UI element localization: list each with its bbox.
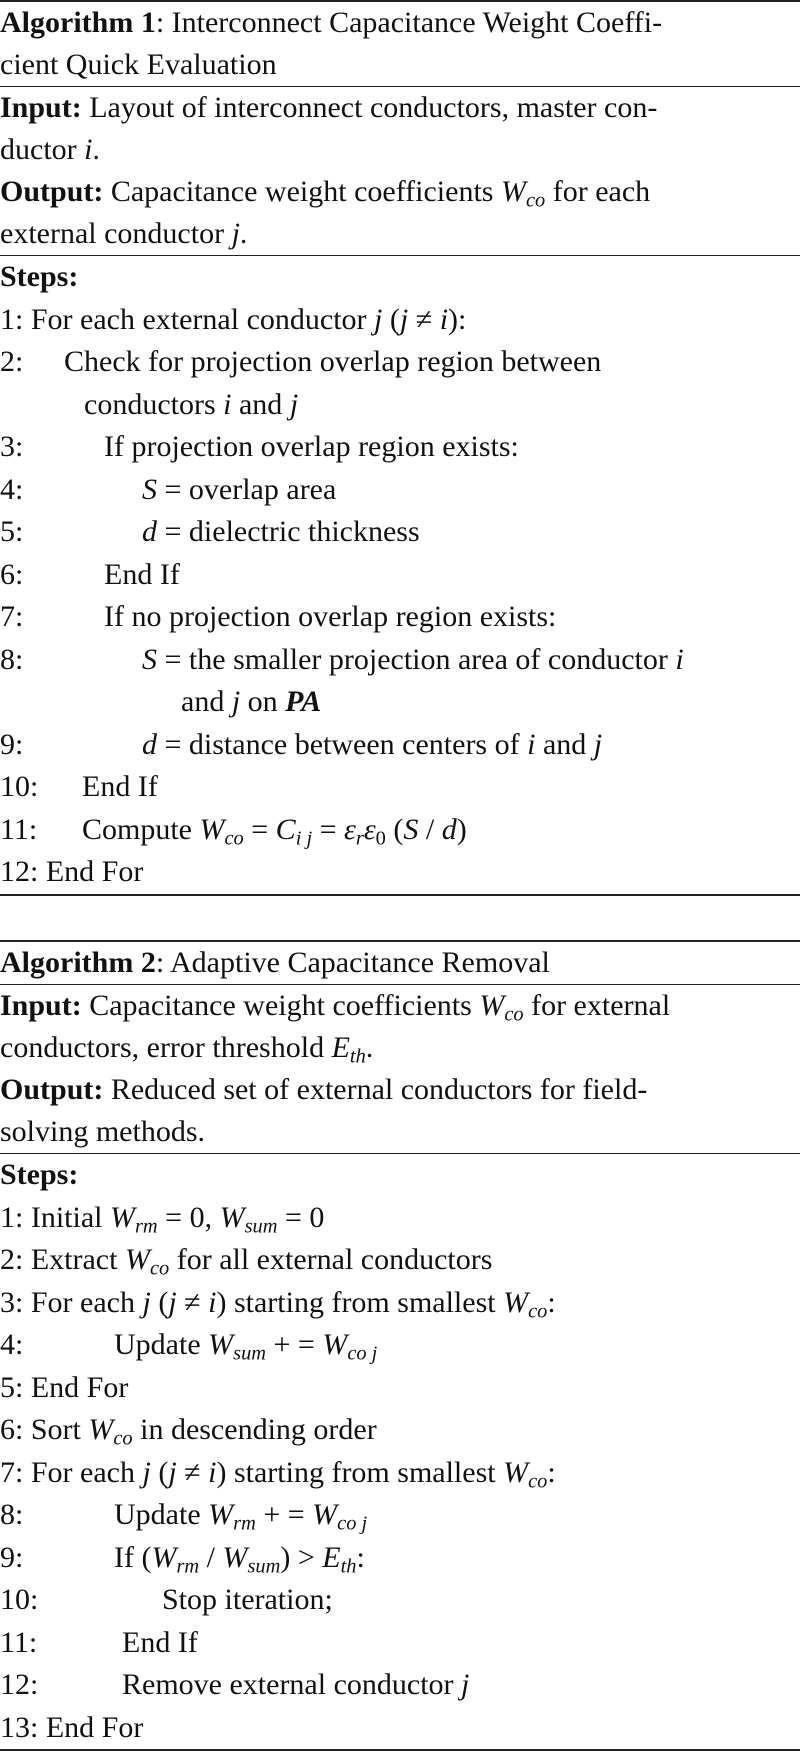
step-text: Initial bbox=[30, 1200, 110, 1234]
step-line bbox=[0, 1579, 800, 1622]
sub-coj: co j bbox=[337, 1512, 368, 1535]
algorithm-1-label: Algorithm 1 bbox=[0, 6, 156, 39]
step-text: = dielectric thickness bbox=[157, 515, 420, 548]
period: . bbox=[365, 1031, 374, 1064]
step-number: 4: bbox=[0, 472, 24, 506]
step-number: 8: bbox=[0, 642, 24, 676]
step-text: If ( bbox=[114, 1540, 152, 1574]
sub-th: th bbox=[349, 1045, 366, 1068]
output-text: Capacitance weight coefficients bbox=[110, 175, 501, 208]
neq: ≠ bbox=[176, 1285, 209, 1319]
input-text: Layout of interconnect conductors, master con- bbox=[89, 91, 658, 124]
var-j: j bbox=[231, 217, 240, 250]
step-text: End For bbox=[45, 1710, 144, 1744]
gt: ) > bbox=[280, 1540, 323, 1574]
step-number: 7: bbox=[0, 1455, 24, 1489]
sub-sum: sum bbox=[247, 1555, 281, 1578]
var: d bbox=[142, 515, 157, 548]
step-text: in descending order bbox=[132, 1413, 377, 1446]
step-text: End For bbox=[30, 1370, 129, 1404]
algorithm-2-label: Algorithm 2 bbox=[0, 946, 156, 979]
step-text: ( bbox=[382, 302, 400, 336]
steps-label: Steps: bbox=[0, 1158, 79, 1191]
algorithm-1-title-cont: cient Quick Evaluation bbox=[0, 48, 277, 81]
step-text: and bbox=[181, 685, 232, 718]
var-W: W bbox=[208, 1498, 234, 1531]
input-text-2: ductor bbox=[0, 133, 85, 166]
output-text: Reduced set of external conductors for field- bbox=[110, 1073, 648, 1106]
algorithm-2-steps bbox=[0, 1154, 800, 1749]
step-number: 10: bbox=[0, 1583, 39, 1616]
step-number: 3: bbox=[0, 1285, 24, 1319]
period: . bbox=[92, 133, 100, 166]
step-number: 9: bbox=[0, 727, 24, 761]
step-text: Stop iteration; bbox=[162, 1583, 333, 1616]
step-number: 3: bbox=[0, 430, 24, 463]
input-text-b: for external bbox=[523, 989, 671, 1022]
plus-eq: + = bbox=[255, 1498, 313, 1531]
step-text: For each bbox=[30, 1455, 143, 1489]
input-label: Input: bbox=[0, 989, 82, 1022]
step-number: 11: bbox=[0, 1625, 38, 1659]
step-line bbox=[0, 469, 800, 512]
sub-co: co bbox=[113, 1427, 133, 1450]
step-text: End If bbox=[104, 557, 180, 591]
sub-rm: rm bbox=[176, 1555, 200, 1578]
var-E: E bbox=[331, 1031, 350, 1064]
step-text: conductors bbox=[84, 387, 224, 421]
var: j bbox=[289, 387, 299, 421]
step-line bbox=[0, 1239, 800, 1282]
step-line: 3: For each j (j ≠ i) starting from smallest $W_{co}$: bbox=[0, 1285, 556, 1323]
algorithm-1-io bbox=[0, 87, 800, 255]
var: S bbox=[142, 472, 157, 506]
step-number: 13: bbox=[0, 1710, 39, 1744]
var: i bbox=[223, 387, 232, 421]
step-text: End If bbox=[122, 1625, 198, 1659]
var-W: W bbox=[199, 812, 225, 846]
step-text: = the smaller projection area of conductor bbox=[157, 642, 676, 676]
step-line: 7: For each j (j ≠ i) starting from smallest $W_{co}$: bbox=[0, 1455, 556, 1493]
step-line bbox=[0, 1707, 800, 1750]
eq: = bbox=[243, 812, 276, 846]
step-number: 9: bbox=[0, 1540, 24, 1574]
step-text: and bbox=[535, 727, 594, 761]
slash: / bbox=[418, 812, 442, 846]
eq: = bbox=[157, 1200, 190, 1234]
var-i: i bbox=[208, 1285, 217, 1319]
var-C: C bbox=[275, 812, 296, 846]
var-W: W bbox=[503, 1285, 529, 1319]
step-line bbox=[0, 299, 800, 342]
step-line bbox=[0, 851, 800, 894]
step-text: starting from smallest bbox=[226, 1285, 504, 1319]
var-d: d bbox=[441, 812, 457, 846]
epsilon: ε bbox=[363, 812, 376, 846]
step-line bbox=[0, 511, 800, 554]
step-text: = distance between centers of bbox=[157, 727, 528, 761]
sub-sum: sum bbox=[233, 1342, 266, 1365]
epsilon: ε bbox=[344, 812, 356, 846]
var: j bbox=[374, 302, 383, 336]
var: S bbox=[142, 642, 157, 676]
plus-eq: + = bbox=[266, 1328, 323, 1361]
colon: : bbox=[547, 1285, 556, 1319]
var: d bbox=[142, 727, 157, 761]
step-number: 7: bbox=[0, 600, 24, 633]
step-text: Check for projection overlap region between bbox=[64, 345, 602, 378]
var-j: j bbox=[142, 1285, 151, 1319]
step-number: 5: bbox=[0, 1370, 24, 1404]
step-number: 11: bbox=[0, 812, 38, 846]
step-text: Update bbox=[114, 1328, 209, 1361]
step-text: Compute bbox=[82, 812, 200, 846]
step-text: Update bbox=[114, 1498, 209, 1531]
output-label: Output: bbox=[0, 1073, 104, 1106]
step-text: = overlap area bbox=[157, 472, 337, 506]
zero: 0 bbox=[309, 1200, 325, 1234]
var-W: W bbox=[222, 1540, 248, 1574]
step-text: starting from smallest bbox=[226, 1455, 504, 1489]
sub-0: 0 bbox=[375, 827, 386, 850]
var-S: S bbox=[403, 812, 419, 846]
step-number: 6: bbox=[0, 1413, 24, 1446]
input-text-2: conductors, error threshold bbox=[0, 1031, 332, 1064]
algorithm-2-title bbox=[0, 942, 800, 984]
output-text-2: solving methods. bbox=[0, 1115, 206, 1148]
step-line bbox=[0, 681, 800, 724]
step-text: For each bbox=[30, 1285, 143, 1319]
algorithm-2 bbox=[0, 940, 800, 1751]
sub-th: th bbox=[340, 1555, 357, 1578]
sub-co: co bbox=[504, 1003, 524, 1026]
eq: = bbox=[312, 812, 345, 846]
algorithm-1-title bbox=[0, 2, 800, 86]
var-W: W bbox=[219, 1200, 245, 1234]
var-W: W bbox=[479, 989, 505, 1022]
var: i bbox=[527, 727, 536, 761]
var-j: j bbox=[168, 1455, 177, 1489]
step-number: 5: bbox=[0, 515, 24, 548]
colon: : bbox=[356, 1540, 365, 1574]
step-number: 1: bbox=[0, 302, 24, 336]
neq-symbol: ≠ bbox=[408, 302, 440, 336]
var-W: W bbox=[110, 1200, 135, 1234]
var-W: W bbox=[503, 1455, 529, 1489]
var-j: j bbox=[142, 1455, 151, 1489]
step-text: If projection overlap region exists: bbox=[104, 430, 519, 463]
step-text: If no projection overlap region exists: bbox=[104, 600, 557, 633]
algorithm-2-title-text: : Adaptive Capacitance Removal bbox=[155, 946, 550, 979]
sub-co: co bbox=[149, 1257, 170, 1280]
var-W: W bbox=[312, 1498, 338, 1531]
step-line bbox=[0, 766, 800, 809]
var-j: j bbox=[461, 1668, 470, 1701]
steps-label: Steps: bbox=[0, 260, 79, 293]
step-text: Extract bbox=[30, 1243, 125, 1276]
sub-co: co bbox=[528, 1470, 548, 1493]
step-line bbox=[0, 724, 800, 767]
step-number: 2: bbox=[0, 345, 24, 378]
step-text: Sort bbox=[30, 1413, 89, 1446]
step-number: 1: bbox=[0, 1200, 24, 1234]
algorithm-1-title-text: : Interconnect Capacitance Weight Coeffi- bbox=[155, 6, 663, 39]
sub-coj: co j bbox=[347, 1342, 378, 1365]
output-text-2: external conductor bbox=[0, 217, 232, 250]
output-label: Output: bbox=[0, 175, 104, 208]
step-text: on bbox=[240, 685, 286, 718]
step-text: and bbox=[231, 387, 290, 421]
var-W: W bbox=[500, 175, 526, 208]
sub-co: co bbox=[224, 827, 244, 850]
sub-co: co bbox=[525, 189, 546, 212]
step-line bbox=[0, 1197, 800, 1240]
var-W: W bbox=[322, 1328, 348, 1361]
step-line bbox=[0, 1622, 800, 1665]
step-number: 2: bbox=[0, 1243, 24, 1276]
step-line bbox=[0, 384, 800, 427]
var: i bbox=[675, 642, 684, 676]
step-line bbox=[0, 554, 800, 597]
step-text: For each external conductor bbox=[30, 302, 375, 336]
PA-symbol: PA bbox=[285, 685, 322, 718]
step-number: 12: bbox=[0, 855, 39, 888]
step-line bbox=[0, 426, 800, 469]
var: j bbox=[231, 685, 241, 718]
step-line bbox=[0, 1367, 800, 1410]
var-W: W bbox=[208, 1328, 234, 1361]
var-W: W bbox=[88, 1413, 114, 1446]
step-line bbox=[0, 639, 800, 682]
step-line bbox=[0, 596, 800, 639]
step-number: 6: bbox=[0, 557, 24, 591]
var: i bbox=[439, 302, 449, 336]
eq: = bbox=[277, 1200, 310, 1234]
var-E: E bbox=[322, 1540, 341, 1574]
zero: 0 bbox=[189, 1200, 205, 1234]
colon: : bbox=[547, 1455, 556, 1489]
step-number: 10: bbox=[0, 770, 39, 803]
step-text: End For bbox=[45, 855, 144, 888]
step-line bbox=[0, 1537, 800, 1580]
step-line: 11: Compute $W_{co} = C_{i j} = \varepsilon_r\varepsilon_0$ (S / d) bbox=[0, 809, 800, 852]
input-text: Capacitance weight coefficients bbox=[89, 989, 480, 1022]
input-label: Input: bbox=[0, 91, 82, 124]
input-var: i bbox=[84, 133, 93, 166]
bottom-rule bbox=[0, 1749, 800, 1751]
var-j: j bbox=[168, 1285, 177, 1319]
step-number: 4: bbox=[0, 1328, 24, 1361]
var-W: W bbox=[151, 1540, 177, 1574]
var: j bbox=[399, 302, 409, 336]
var-i: i bbox=[208, 1455, 217, 1489]
var-W: W bbox=[124, 1243, 150, 1276]
algorithm-1-steps bbox=[0, 256, 800, 894]
step-line bbox=[0, 1324, 800, 1367]
step-line bbox=[0, 1409, 800, 1452]
step-number: 12: bbox=[0, 1668, 39, 1701]
step-text: End If bbox=[82, 770, 158, 803]
sub-ij: i j bbox=[295, 827, 313, 850]
step-line bbox=[0, 1664, 800, 1707]
sub-sum: sum bbox=[244, 1215, 278, 1238]
algorithm-2-io bbox=[0, 985, 800, 1153]
sub-rm: rm bbox=[233, 1512, 256, 1535]
step-text: Remove external conductor bbox=[122, 1668, 462, 1701]
sub-co: co bbox=[528, 1300, 548, 1323]
step-text: ): bbox=[448, 302, 467, 336]
output-text-b: for each bbox=[545, 175, 651, 208]
var: j bbox=[593, 727, 603, 761]
step-line bbox=[0, 341, 800, 384]
bottom-rule bbox=[0, 894, 800, 896]
step-text: for all external conductors bbox=[169, 1243, 493, 1276]
step-line bbox=[0, 1494, 800, 1537]
sub-r: r bbox=[355, 827, 364, 850]
step-number: 8: bbox=[0, 1498, 24, 1531]
sub-rm: rm bbox=[135, 1215, 158, 1238]
period: . bbox=[239, 217, 248, 250]
slash: / bbox=[199, 1540, 223, 1574]
neq: ≠ bbox=[176, 1455, 209, 1489]
comma: , bbox=[204, 1200, 220, 1234]
